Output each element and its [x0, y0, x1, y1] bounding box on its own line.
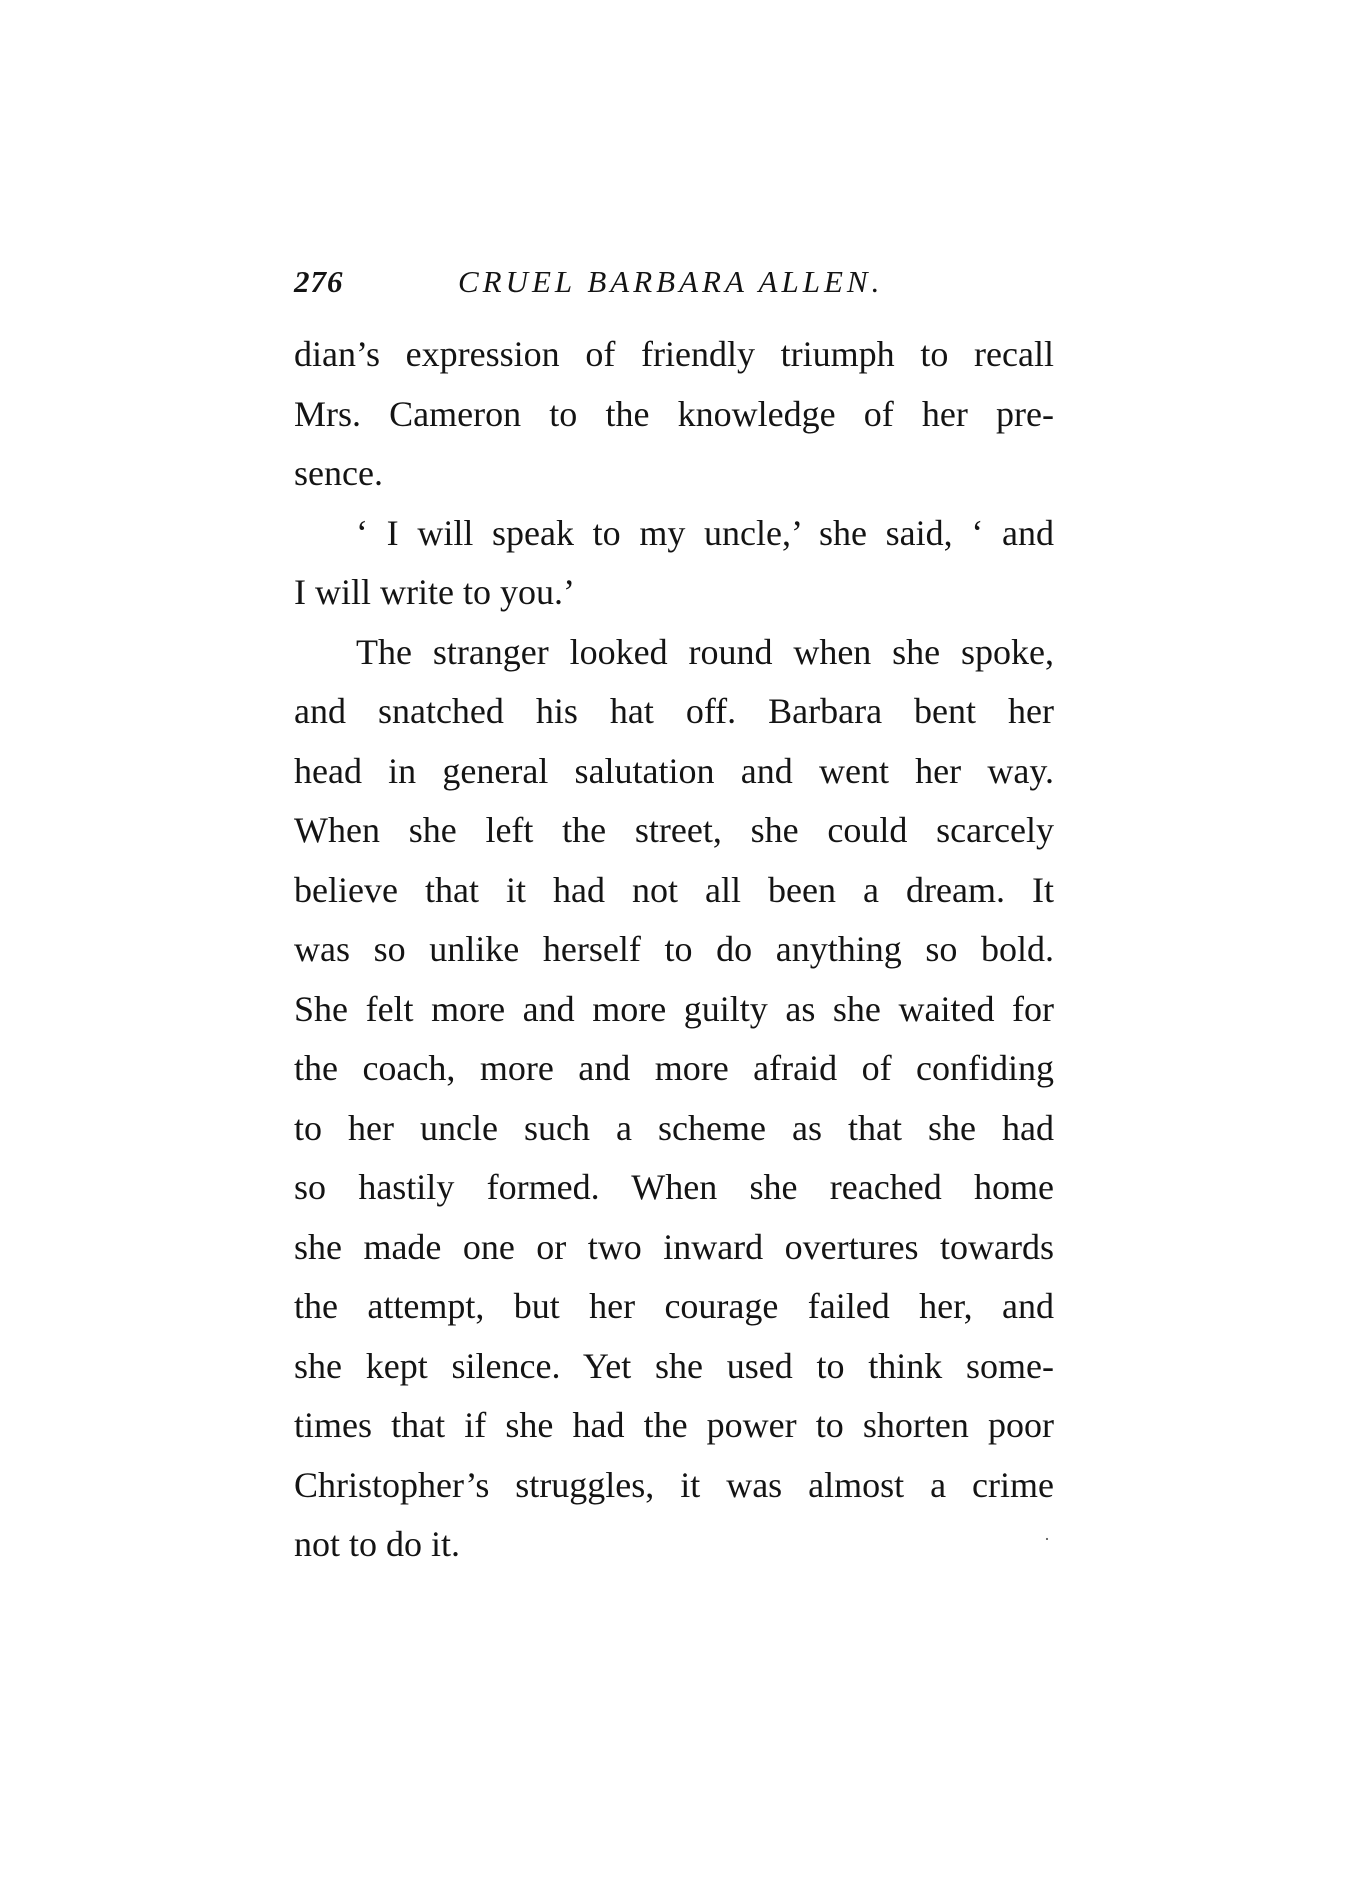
page-number: 276	[294, 264, 344, 299]
page-header	[294, 262, 1054, 302]
text-line: dian’s expression of friendly triumph to recall	[294, 334, 1054, 374]
text-line: sence.	[294, 453, 383, 493]
paragraph-1	[294, 325, 1054, 504]
text-line: was so unlike herself to do anything so bold.	[294, 929, 1054, 969]
ink-speck-mark: ·	[1044, 1529, 1050, 1549]
text-line: She felt more and more guilty as she waited for	[294, 988, 1054, 1029]
text-line: Mrs. Cameron to the knowledge of her pre-	[294, 393, 1054, 434]
text-line: Christopher’s struggles, it was almost a crime	[294, 1464, 1054, 1505]
text-line: to her uncle such a scheme as that she had	[294, 1107, 1054, 1148]
text-line: ‘ I will speak to my uncle,’ she said, ‘ and	[356, 512, 1054, 553]
running-head: CRUEL BARBARA ALLEN.	[458, 264, 884, 299]
text-line: head in general salutation and went her way.	[294, 750, 1054, 791]
text-line: the attempt, but her courage failed her, and	[294, 1286, 1054, 1326]
paragraph-3	[294, 623, 1054, 1575]
text-line: believe that it had not all been a dream. It	[294, 869, 1054, 910]
text-line: I will write to you.’	[294, 572, 575, 612]
text-line: The stranger looked round when she spoke,	[356, 631, 1054, 672]
text-line: When she left the street, she could scarcely	[294, 810, 1054, 850]
text-line: the coach, more and more afraid of confiding	[294, 1048, 1054, 1088]
text-line: and snatched his hat off. Barbara bent her	[294, 691, 1054, 731]
paragraph-2	[294, 504, 1054, 623]
text-line: she kept silence. Yet she used to think some-	[294, 1345, 1054, 1386]
body-text	[294, 325, 1054, 1575]
text-line: she made one or two inward overtures towards	[294, 1226, 1054, 1267]
text-line: times that if she had the power to shorten poor	[294, 1405, 1054, 1445]
text-line: so hastily formed. When she reached home	[294, 1167, 1054, 1207]
text-line: not to do it.	[294, 1524, 461, 1564]
